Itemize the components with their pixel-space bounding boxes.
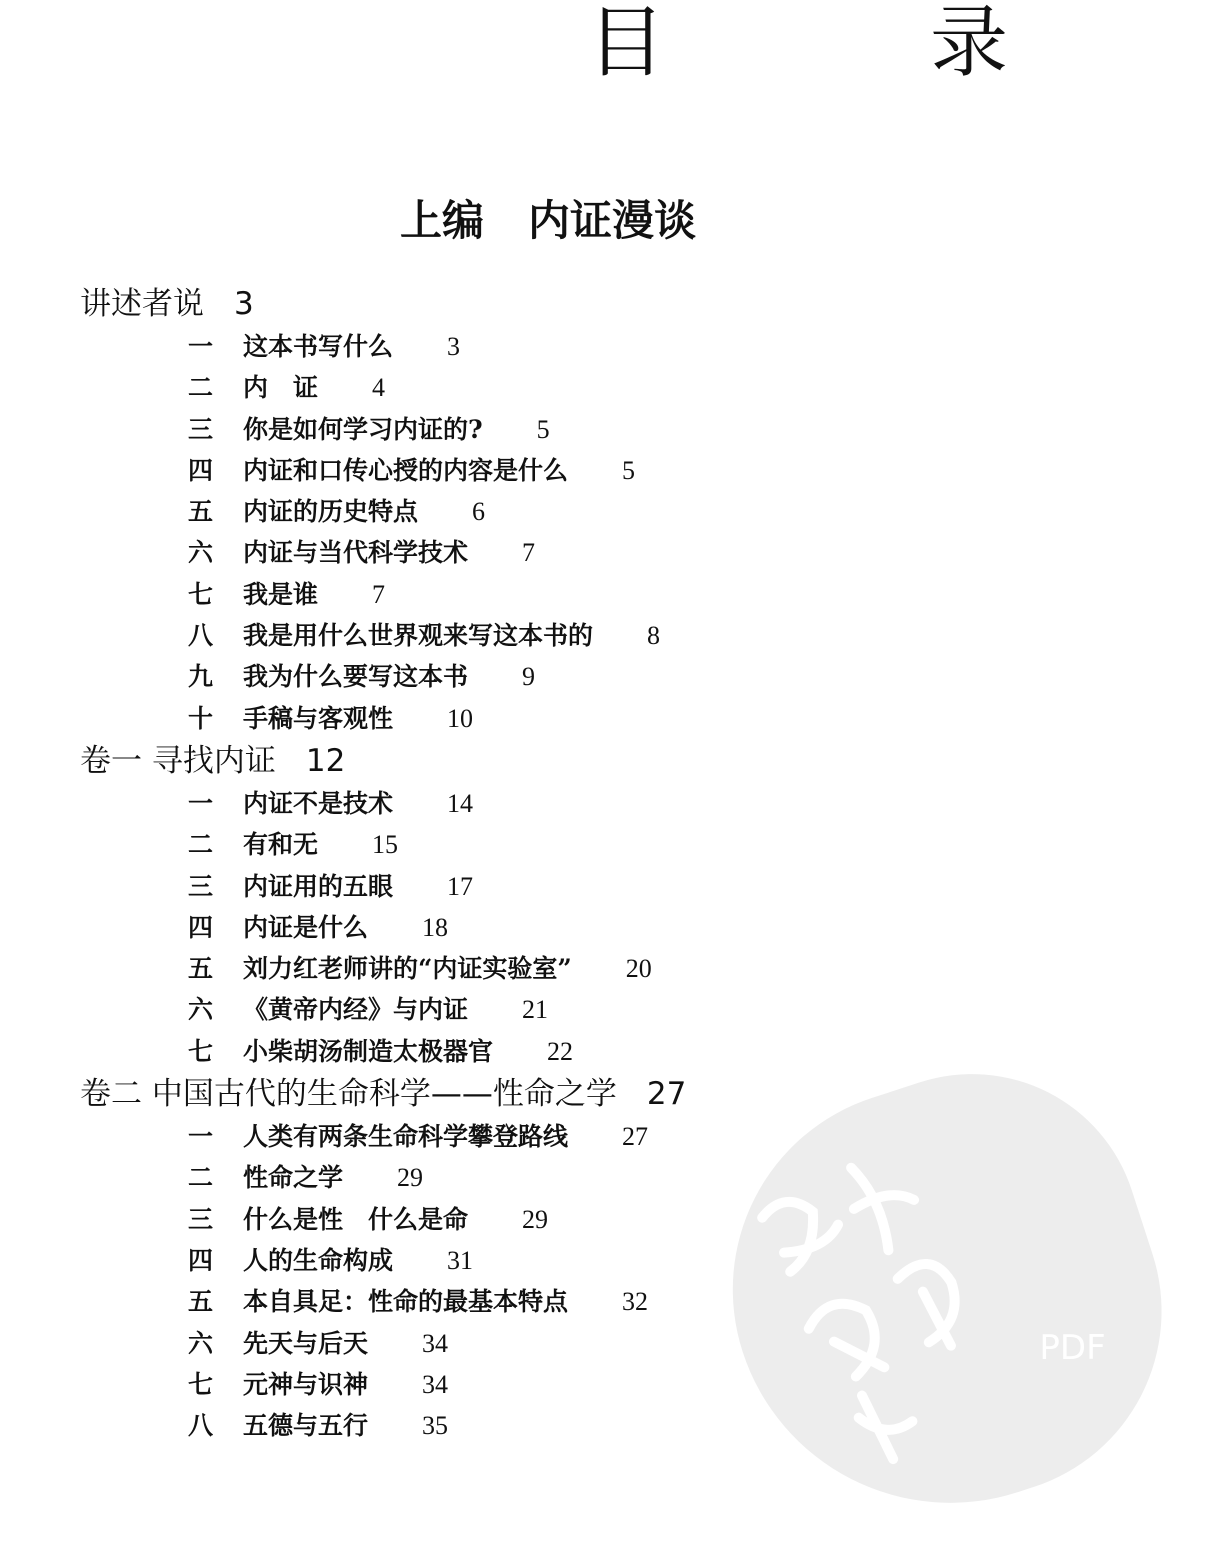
entry-number: 九 bbox=[188, 662, 214, 692]
toc-entry[interactable] bbox=[0, 1281, 1080, 1322]
entry-page-number: 34 bbox=[422, 1369, 449, 1399]
toc-entry[interactable] bbox=[0, 1157, 1080, 1198]
entry-number: 一 bbox=[188, 332, 214, 361]
entry-number: 四 bbox=[188, 455, 214, 485]
chapter-heading[interactable] bbox=[0, 739, 1080, 783]
entry-number: 七 bbox=[188, 1036, 214, 1066]
entry-page-number: 4 bbox=[372, 373, 386, 403]
entry-number: 八 bbox=[188, 621, 214, 651]
entry-title-group bbox=[243, 367, 385, 408]
toc-entry[interactable] bbox=[0, 367, 1080, 408]
entry-title-group bbox=[243, 1031, 573, 1072]
entry-title: 五德与五行 bbox=[243, 1411, 369, 1441]
entry-title: 什么是性 什么是命 bbox=[243, 1204, 469, 1234]
entry-number: 四 bbox=[188, 1245, 214, 1275]
entry-page-number: 35 bbox=[422, 1411, 449, 1441]
watermark-text: PDF bbox=[1039, 1327, 1106, 1368]
entry-title: 刘力红老师讲的“内证实验室” bbox=[243, 954, 572, 984]
part-label: 上编 bbox=[399, 196, 484, 245]
entry-title: 元神与识神 bbox=[243, 1369, 369, 1399]
entry-title: 内证是什么 bbox=[243, 912, 369, 942]
entry-title: 内证用的五眼 bbox=[243, 871, 394, 901]
entry-page-number: 6 bbox=[472, 497, 486, 527]
entry-number: 八 bbox=[188, 1411, 214, 1441]
part-heading bbox=[0, 196, 1096, 245]
entry-page-number: 17 bbox=[447, 871, 474, 901]
entry-title-group bbox=[243, 409, 550, 450]
entry-page-number: 10 bbox=[447, 703, 474, 733]
toc-entry[interactable] bbox=[0, 326, 1080, 367]
toc-entry[interactable] bbox=[0, 491, 1080, 532]
chapter-page-number: 3 bbox=[234, 286, 254, 322]
chapter-title: 卷一 寻找内证 bbox=[80, 742, 276, 779]
toc-entry[interactable] bbox=[0, 615, 1080, 656]
part-name: 内证漫谈 bbox=[528, 196, 697, 245]
entry-page-number: 7 bbox=[522, 538, 536, 568]
toc-entry[interactable] bbox=[0, 1405, 1080, 1446]
entry-title: 小柴胡汤制造太极器官 bbox=[243, 1036, 494, 1066]
entry-title-group bbox=[243, 907, 448, 948]
entry-number: 七 bbox=[188, 1369, 214, 1399]
entry-title: 内证不是技术 bbox=[243, 788, 394, 818]
entry-number: 四 bbox=[188, 912, 214, 942]
entry-title-group bbox=[243, 824, 398, 865]
toc-entry[interactable] bbox=[0, 1240, 1080, 1281]
entry-title: 内证与当代科学技术 bbox=[243, 538, 469, 568]
entry-title-group bbox=[243, 1323, 448, 1364]
entry-page-number: 18 bbox=[422, 912, 449, 942]
entry-page-number: 22 bbox=[547, 1036, 574, 1066]
chapter-heading[interactable] bbox=[0, 282, 1080, 326]
entry-page-number: 20 bbox=[625, 954, 652, 984]
entry-title-group bbox=[243, 866, 473, 907]
entry-title-group bbox=[243, 698, 473, 739]
toc-entry[interactable] bbox=[0, 1323, 1080, 1364]
entry-page-number: 21 bbox=[522, 995, 549, 1025]
entry-page-number: 9 bbox=[522, 662, 536, 692]
entry-page-number: 27 bbox=[622, 1122, 649, 1152]
entry-page-number: 15 bbox=[372, 830, 399, 860]
entry-title: 本自具足：性命的最基本特点 bbox=[243, 1287, 569, 1317]
entry-title: 内证的历史特点 bbox=[243, 497, 419, 527]
entry-page-number: 5 bbox=[622, 455, 636, 485]
entry-title: 这本书写什么 bbox=[243, 332, 394, 361]
entry-page-number: 29 bbox=[522, 1204, 549, 1234]
entry-title-group bbox=[243, 450, 635, 491]
chapter-heading[interactable] bbox=[0, 1072, 1080, 1116]
entry-number: 六 bbox=[188, 995, 214, 1025]
toc-entry[interactable] bbox=[0, 907, 1080, 948]
entry-number: 六 bbox=[188, 1328, 214, 1358]
toc-entry[interactable] bbox=[0, 989, 1080, 1030]
entry-title: 我为什么要写这本书 bbox=[243, 662, 469, 692]
entry-page-number: 32 bbox=[622, 1287, 649, 1317]
entry-title: 我是用什么世界观来写这本书的 bbox=[243, 621, 594, 651]
entry-title: 你是如何学习内证的? bbox=[243, 414, 483, 444]
entry-number: 五 bbox=[188, 954, 214, 984]
toc-entry[interactable] bbox=[0, 783, 1080, 824]
entry-number: 五 bbox=[188, 1287, 214, 1317]
entry-number: 七 bbox=[188, 579, 214, 609]
entry-title: 《黄帝内经》与内证 bbox=[243, 995, 469, 1025]
entry-number: 一 bbox=[188, 788, 214, 818]
entry-title-group bbox=[243, 783, 473, 824]
entry-title-group bbox=[243, 1116, 648, 1157]
entry-title: 手稿与客观性 bbox=[243, 703, 394, 733]
entry-number: 六 bbox=[188, 538, 214, 568]
entry-title-group bbox=[243, 1157, 423, 1198]
toc-entry[interactable] bbox=[0, 574, 1080, 615]
entry-number: 二 bbox=[188, 1163, 214, 1193]
chapter-page-number: 27 bbox=[646, 1076, 687, 1113]
entry-page-number: 5 bbox=[536, 414, 550, 444]
entry-title-group bbox=[243, 1405, 448, 1446]
entry-title-group bbox=[243, 532, 535, 573]
chapter-title: 卷二 中国古代的生命科学——性命之学 bbox=[80, 1076, 617, 1113]
entry-title-group bbox=[243, 1364, 448, 1405]
entry-title: 内证和口传心授的内容是什么 bbox=[243, 455, 569, 485]
entry-title-group bbox=[243, 1240, 473, 1281]
toc-entry[interactable] bbox=[0, 532, 1080, 573]
entry-page-number: 8 bbox=[647, 621, 661, 651]
entry-page-number: 31 bbox=[447, 1245, 474, 1275]
entry-title: 人类有两条生命科学攀登路线 bbox=[243, 1122, 569, 1152]
entry-title: 有和无 bbox=[243, 830, 319, 860]
entry-title-group bbox=[243, 326, 460, 367]
entry-number: 三 bbox=[188, 414, 214, 444]
toc-entry[interactable] bbox=[0, 450, 1080, 491]
page-title: 目 录 bbox=[587, 0, 1128, 88]
toc-entry[interactable] bbox=[0, 866, 1080, 907]
entry-title-group bbox=[243, 1199, 548, 1240]
entry-title-group bbox=[243, 491, 485, 532]
entry-title-group bbox=[243, 615, 660, 656]
entry-page-number: 3 bbox=[447, 332, 461, 361]
table-of-contents bbox=[0, 282, 1080, 1446]
entry-title: 内 证 bbox=[243, 373, 319, 403]
toc-entry[interactable] bbox=[0, 1116, 1080, 1157]
entry-number: 五 bbox=[188, 497, 214, 527]
entry-title-group bbox=[243, 989, 548, 1030]
toc-entry[interactable] bbox=[0, 1364, 1080, 1405]
entry-page-number: 14 bbox=[447, 788, 474, 818]
toc-entry[interactable] bbox=[0, 698, 1080, 739]
toc-entry[interactable] bbox=[0, 1199, 1080, 1240]
entry-title: 我是谁 bbox=[243, 579, 319, 609]
entry-page-number: 34 bbox=[422, 1328, 449, 1358]
entry-title-group bbox=[243, 1281, 648, 1322]
toc-entry[interactable] bbox=[0, 948, 1080, 989]
entry-page-number: 29 bbox=[397, 1163, 424, 1193]
entry-title: 性命之学 bbox=[243, 1163, 344, 1193]
entry-number: 三 bbox=[188, 871, 214, 901]
entry-title-group bbox=[243, 574, 385, 615]
entry-number: 二 bbox=[188, 830, 214, 860]
entry-page-number: 7 bbox=[372, 579, 386, 609]
chapter-page-number: 12 bbox=[305, 742, 346, 779]
toc-entry[interactable] bbox=[0, 656, 1080, 697]
entry-number: 三 bbox=[188, 1204, 214, 1234]
entry-title: 先天与后天 bbox=[243, 1328, 369, 1358]
entry-number: 二 bbox=[188, 373, 214, 403]
entry-number: 一 bbox=[188, 1122, 214, 1152]
entry-title-group bbox=[243, 656, 535, 697]
toc-entry[interactable] bbox=[0, 409, 1080, 450]
entry-title: 人的生命构成 bbox=[243, 1245, 394, 1275]
entry-title-group bbox=[243, 948, 652, 989]
chapter-title: 讲述者说 bbox=[80, 286, 204, 322]
toc-entry[interactable] bbox=[0, 824, 1080, 865]
toc-entry[interactable] bbox=[0, 1031, 1080, 1072]
entry-number: 十 bbox=[188, 703, 214, 733]
